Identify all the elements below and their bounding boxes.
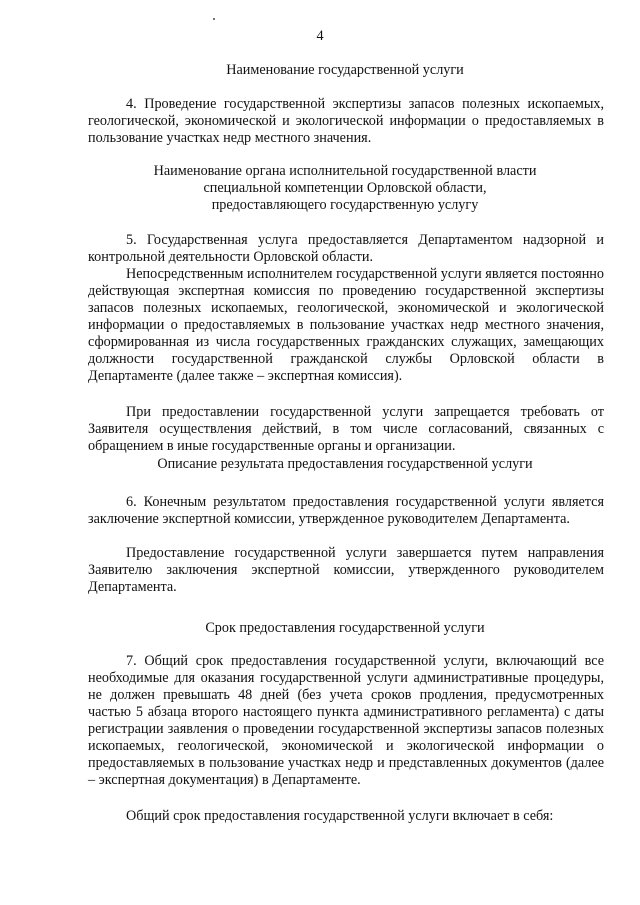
heading-term: Срок предоставления государственной услуги — [205, 620, 485, 636]
paragraph-7-includes: Общий срок предоставления государственной услуги включает в себя: — [126, 808, 554, 824]
heading-service-name: Наименование государственной услуги — [226, 62, 464, 78]
paragraph-6: 6. Конечным результатом предоставления государственной услуги является заключение экспертной комиссии, утвержденное руководителем Департамента. — [88, 494, 604, 527]
scan-speck — [213, 18, 215, 20]
paragraph-4: 4. Проведение государственной экспертизы запасов полезных ископаемых, геологической, экономической и экологической информации о предоставляемых в пользование участках недр местного значения. — [88, 96, 604, 146]
heading-result: Описание результата предоставления государственной услуги — [157, 456, 533, 472]
heading-authority-line-2: специальной компетенции Орловской области, — [203, 180, 487, 196]
paragraph-5-prohibition: При предоставлении государственной услуги запрещается требовать от Заявителя осуществления действий, в том числе согласований, связанных с обращением в иные государственные органы и организации. — [88, 404, 604, 454]
paragraph-6-completion: Предоставление государственной услуги завершается путем направления Заявителю заключения экспертной комиссии, утвержденного руководителем Департамента. — [88, 545, 604, 595]
paragraph-7: 7. Общий срок предоставления государственной услуги, включающий все необходимые для оказания государственной услуги административные процедуры, не должен превышать 48 дней (без учета сроков продления, предусмотренных частью 5 абзаца второго настоящего пункта административного регламента) с даты регистрации заявления о проведении государственной экспертизы запасов полезных ископаемых, геологической, экономической и экологической информации о предоставляемых в пользование участках недр и представленных документов (далее – экспертная документация) в Департаменте. — [88, 653, 604, 788]
paragraph-5: 5. Государственная услуга предоставляется Департаментом надзорной и контрольной деятельности Орловской области. — [88, 232, 604, 265]
heading-authority-line-3: предоставляющего государственную услугу — [211, 197, 479, 213]
paragraph-5-executor: Непосредственным исполнителем государственной услуги является постоянно действующая экспертная комиссия по проведению государственной экспертизы запасов полезных ископаемых, геологической, экономической и экологической информации о предоставляемых в пользование участках недр местного значения, сформированная из числа государственных гражданских служащих, замещающих должности государственной гражданской службы Орловской области в Департаменте (далее также – экспертная комиссия). — [88, 266, 604, 384]
heading-authority-line-1: Наименование органа исполнительной государственной власти — [153, 163, 537, 179]
page-number: 4 — [316, 28, 324, 44]
heading-authority — [60, 163, 630, 214]
